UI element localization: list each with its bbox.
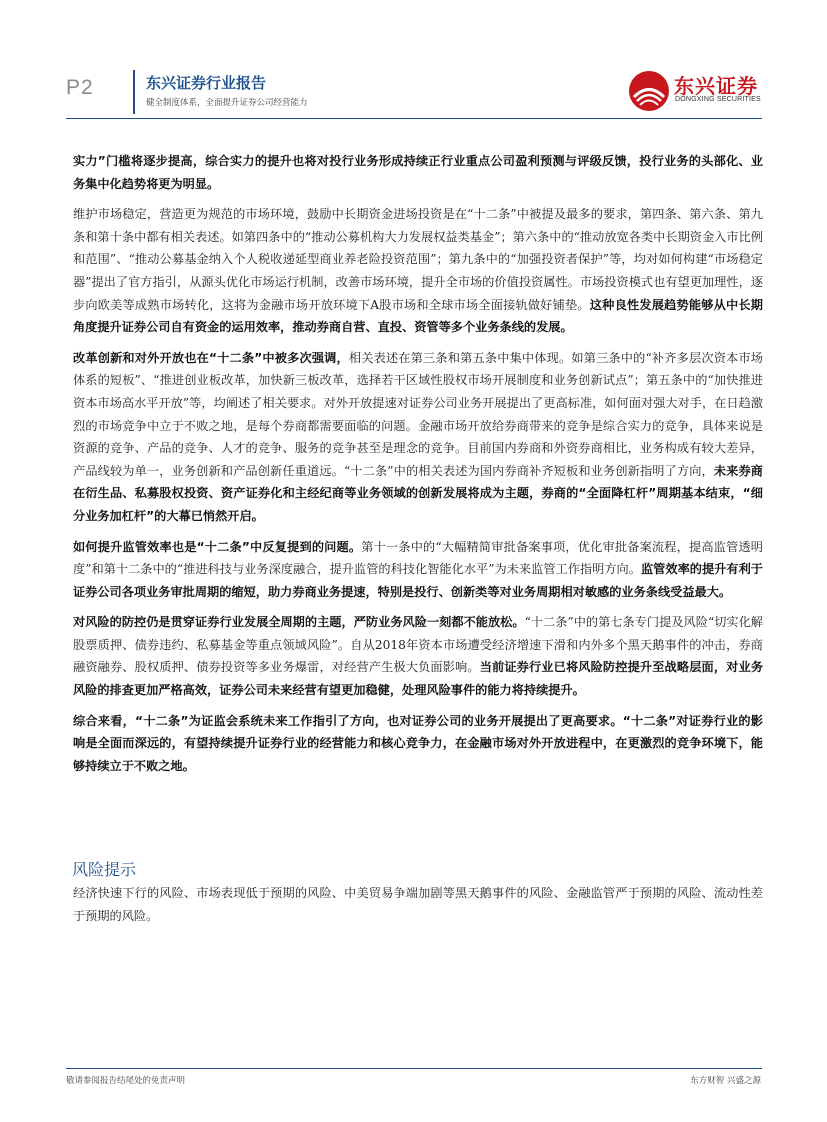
paragraph-3-text: 相关表述在第三条和第五条中集中体现。如第三条中的“补齐多层次资本市场体系的短板”、“推进创业板改革，加快新三板改革，选择若干区域性股权市场开展制度和业务创新试点”；第五条中的“加快推进资本市场高水平开放”等，均阐述了相关要求。对外开放提速对证券公司业务开展提出了更高标准，如何面对强大对手，在日趋激烈的市场竞争中立于不败之地，是每个券商都需要面临的问题。金融市场开放给券商带来的竞争是综合实力的竞争，具体来说是资源的竞争、产品的竞争、人才的竞争、服务的竞争甚至是理念的竞争。目前国内券商和外资券商相比，业务构成有较大差异，产品线较为单一，业务创新和产品创新任重道远。“十二条”中的相关表述为国内券商补齐短板和业务创新指明了方向， (73, 350, 763, 478)
paragraph-2 (73, 203, 763, 339)
paragraph-2-bold: 这种良性发展趋势能够从中长期角度提升证券公司自有资金的运用效率，推动券商自营、直投、资管等多个业务条线的发展。 (73, 297, 763, 335)
report-subtitle: 健全制度体系，全面提升证券公司经营能力 (146, 98, 308, 108)
paragraph-3 (73, 347, 763, 528)
header-rule (66, 118, 762, 119)
footer-rule (66, 1068, 762, 1069)
paragraph-1 (73, 150, 763, 195)
paragraph-6-bold: 综合来看，“十二条”为证监会系统未来工作指引了方向，也对证券公司的业务开展提出了更高要求。“十二条”对证券行业的影响是全面而深远的，有望持续提升证券行业的经营能力和核心竞争力，在金融市场对外开放进程中，在更激烈的竞争环境下，能够持续立于不败之地。 (73, 713, 763, 773)
page-number: P2 (66, 76, 94, 99)
paragraph-5-bold: 当前证券行业已将风险防控提升至战略层面，对业务风险的排查更加严格高效，证券公司未来经营有望更加稳健，处理风险事件的能力将持续提升。 (73, 660, 763, 698)
risk-text: 经济快速下行的风险、市场表现低于预期的风险、中美贸易争端加剧等黑天鹅事件的风险、金融监管严于预期的风险、流动性差于预期的风险。 (73, 886, 763, 923)
footer-slogan: 东方财智 兴盛之源 (690, 1076, 761, 1086)
report-title: 东兴证券行业报告 (146, 74, 267, 92)
paragraph-1-bold: 实力”门槛将逐步提高，综合实力的提升也将对投行业务形成持续正行业重点公司盈利预测与评级反馈，投行业务的头部化、业务集中化趋势将更为明显。 (73, 154, 763, 191)
risk-heading: 风险提示 (72, 860, 137, 879)
risk-section (73, 882, 763, 935)
paragraph-3-lead: 改革创新和对外开放也在“十二条”中被多次强调， (73, 350, 349, 365)
footer-disclaimer: 敬请参阅报告结尾处的免责声明 (66, 1076, 186, 1086)
report-body (73, 150, 763, 785)
logo-text-cn: 东兴证券 (674, 74, 758, 98)
paragraph-3-bold: 未来券商在衍生品、私募股权投资、资产证券化和主经纪商等业务领域的创新发展将成为主题，券商的“全面降杠杆”周期基本结束，“细分业务加杠杆”的大幕已悄然开启。 (73, 463, 763, 523)
paragraph-5-text: “十二条”中的第七条专门提及风险“切实化解股票质押、债券违约、私募基金等重点领域风险”。自从2018年资本市场遭受经济增速下滑和内外多个黑天鹅事件的冲击，券商融资融券、股权质押、债券投资等多业务爆雷，对经营产生极大负面影响。 (73, 615, 763, 675)
logo-text-en: DONGXING SECURITIES (675, 96, 761, 103)
paragraph-5-lead: 对风险的防控仍是贯穿证券行业发展全周期的主题，严防业务风险一刻都不能放松。 (73, 615, 525, 630)
paragraph-4 (73, 536, 763, 604)
paragraph-4-lead: 如何提升监管效率也是“十二条”中反复提到的问题。 (73, 539, 362, 554)
paragraph-2-text: 维护市场稳定，营造更为规范的市场环境，鼓励中长期资金进场投资是在“十二条”中被提及最多的要求，第四条、第六条、第九条和第十条中都有相关表述。如第四条中的“推动公募机构大力发展权益类基金”；第六条中的“推动放宽各类中长期资金入市比例和范围”、“推动公募基金纳入个人税收递延型商业养老险投资范围”；第九条中的“加强投资者保护”等，均对如何构建“市场稳定器”提出了官方指引，从源头优化市场运行机制，改善市场环境，提升全市场的价值投资属性。市场投资模式也有望更加理性，逐步向欧美等成熟市场转化，这将为金融市场开放环境下A股市场和全球市场全面接轨做好铺垫。 (73, 207, 763, 312)
paragraph-5 (73, 611, 763, 701)
header-divider (133, 70, 135, 114)
paragraph-6 (73, 710, 763, 778)
company-logo (628, 68, 768, 114)
logo-mark-icon (628, 70, 670, 112)
paragraph-4-text: 第十一条中的“大幅精简审批备案事项，优化审批备案流程，提高监管透明度”和第十二条中的“推进科技与业务深度融合，提升监管的科技化智能化水平”为未来监管工作指明方向。 (73, 539, 763, 577)
paragraph-4-bold: 监管效率的提升有利于证券公司各项业务审批周期的缩短，助力券商业务提速，特别是投行、创新类等对业务周期相对敏感的业务条线受益最大。 (73, 562, 763, 599)
